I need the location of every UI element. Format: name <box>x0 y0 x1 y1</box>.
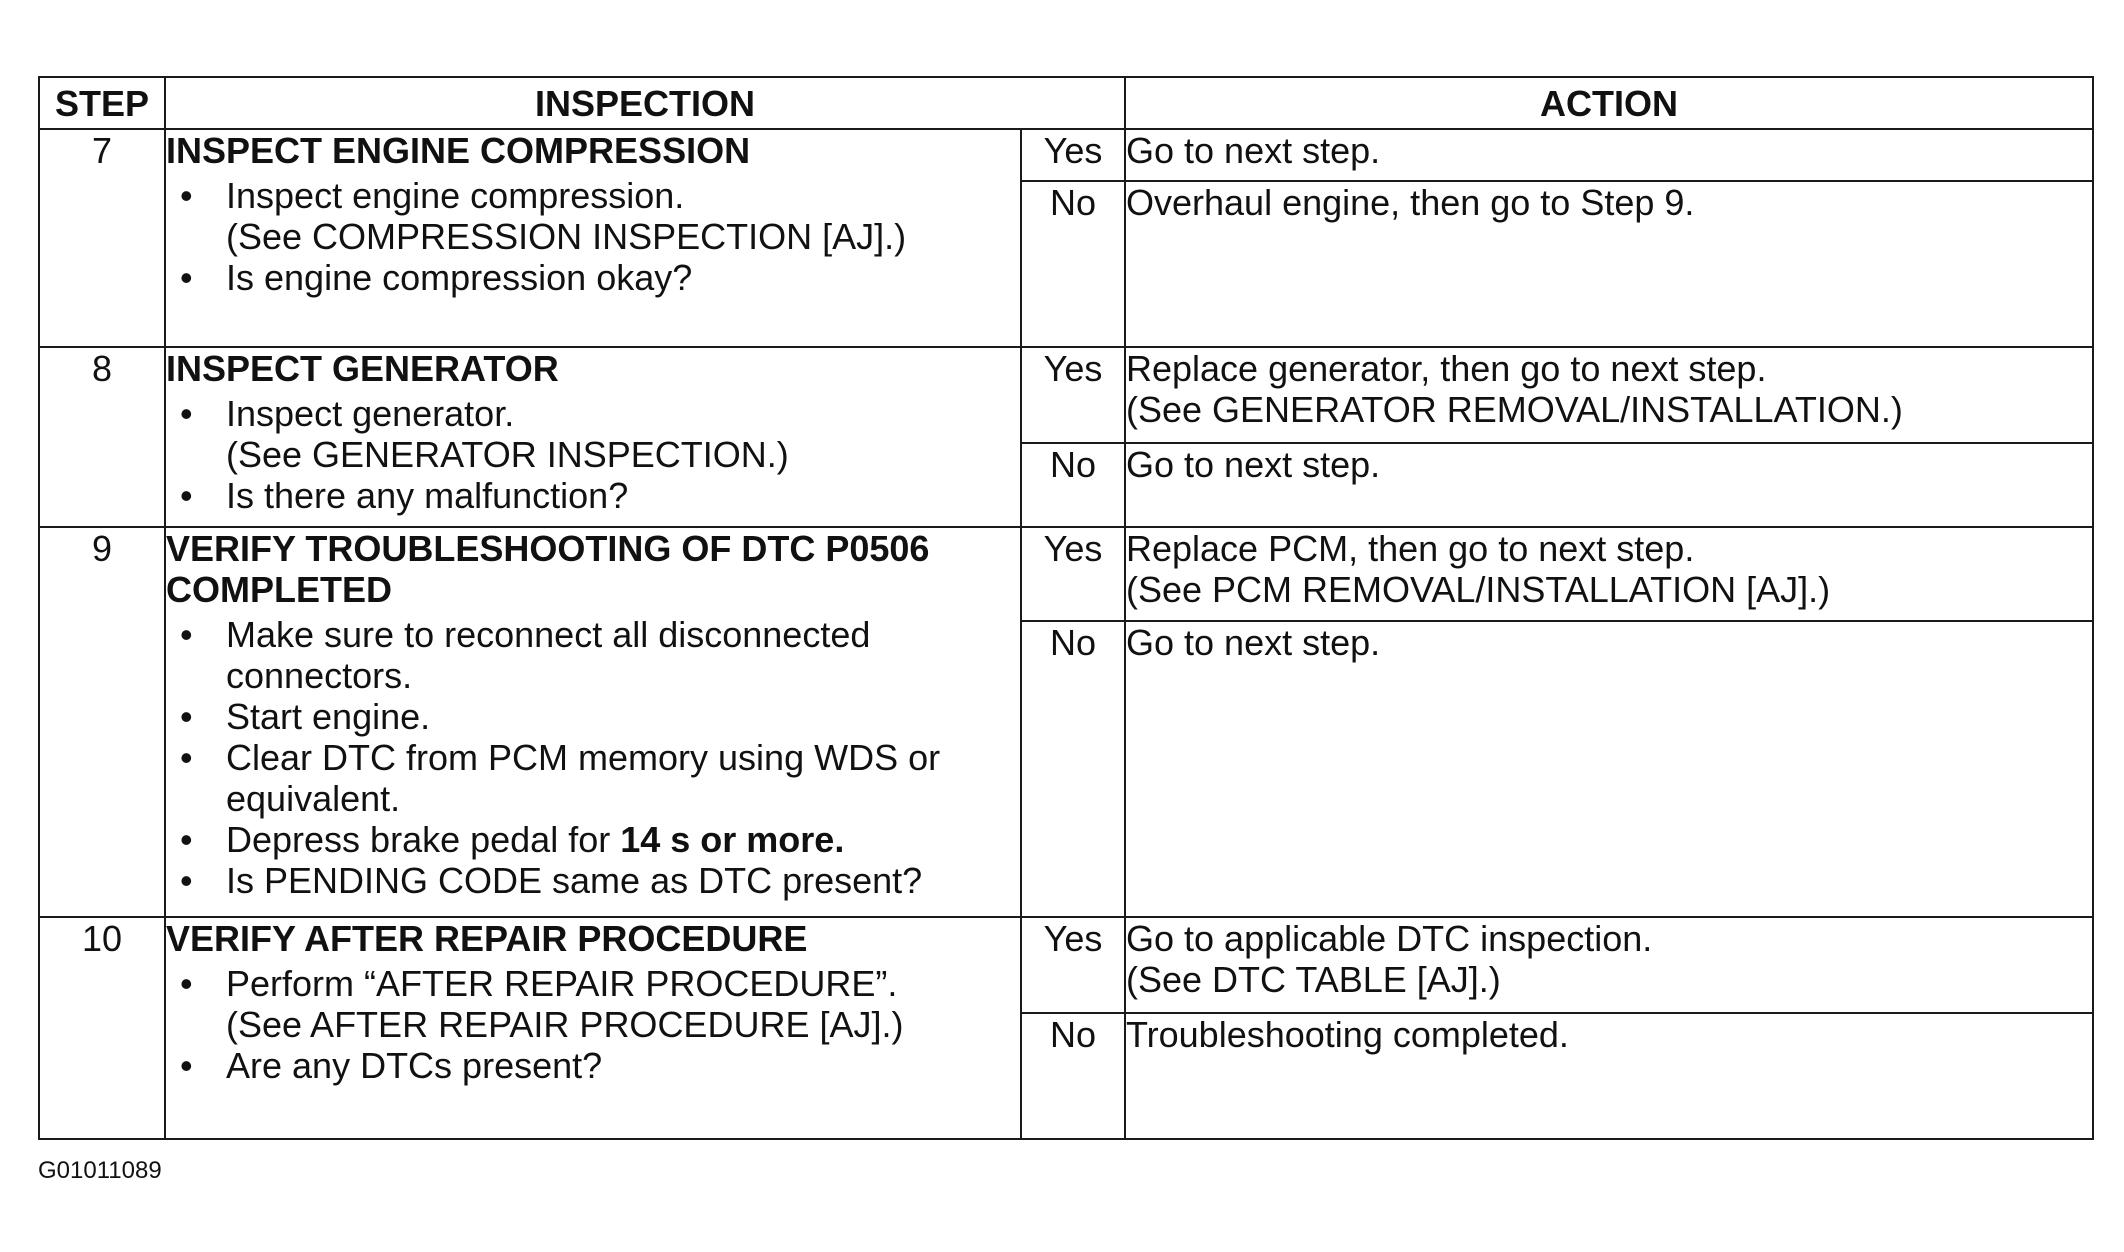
action-reference: (See GENERATOR REMOVAL/INSTALLATION.) <box>1126 389 1903 430</box>
yes-label: Yes <box>1021 129 1125 181</box>
list-item <box>166 737 1020 819</box>
inspection-header: INSPECTION <box>165 77 1125 129</box>
action-text: Replace PCM, then go to next step. <box>1126 528 1695 569</box>
no-action <box>1125 443 2093 527</box>
bullet-text <box>226 819 1020 860</box>
bullet-reference: (See GENERATOR INSPECTION.) <box>226 434 789 475</box>
no-label: No <box>1021 181 1125 347</box>
step-7-yes-row <box>39 129 2093 181</box>
bullet-text: Inspect engine compression. <box>226 175 685 216</box>
step-header: STEP <box>39 77 165 129</box>
bullet-icon: • <box>180 614 193 655</box>
bullet-icon: • <box>180 819 193 860</box>
bullet-icon: • <box>180 393 193 434</box>
bullet-icon: • <box>180 1045 193 1086</box>
step-8-yes-row <box>39 347 2093 443</box>
step-10-yes-row <box>39 917 2093 1013</box>
bullet-icon: • <box>180 175 193 216</box>
yes-label: Yes <box>1021 527 1125 621</box>
list-item <box>166 860 1020 901</box>
list-item <box>166 1045 1020 1086</box>
bullet-text: Perform “AFTER REPAIR PROCEDURE”. <box>226 963 898 1004</box>
bullet-icon: • <box>180 860 193 901</box>
step-number: 10 <box>39 917 165 1139</box>
bullet-text-continued: connectors. <box>226 655 413 696</box>
bullet-icon: • <box>180 737 193 778</box>
bullet-text: Clear DTC from PCM memory using WDS or <box>226 737 941 778</box>
yes-action <box>1125 129 2093 181</box>
no-label: No <box>1021 1013 1125 1139</box>
inspection-title-line: VERIFY TROUBLESHOOTING OF DTC P0506 <box>166 528 930 569</box>
inspection-title: INSPECT ENGINE COMPRESSION <box>166 130 751 171</box>
bullet-text-emphasis: 14 s or more. <box>620 819 845 860</box>
action-text: Overhaul engine, then go to Step 9. <box>1126 182 1695 223</box>
yes-label: Yes <box>1021 917 1125 1013</box>
inspection-cell <box>165 347 1021 527</box>
action-reference: (See DTC TABLE [AJ].) <box>1126 959 1501 1000</box>
bullet-text-continued: equivalent. <box>226 778 401 819</box>
action-text: Troubleshooting completed. <box>1126 1014 1569 1055</box>
yes-action <box>1125 917 2093 1013</box>
inspection-title: INSPECT GENERATOR <box>166 348 559 389</box>
bullet-text: Is engine compression okay? <box>226 257 693 298</box>
bullet-text: Inspect generator. <box>226 393 515 434</box>
bullet-text: Make sure to reconnect all disconnected <box>226 614 871 655</box>
no-label: No <box>1021 443 1125 527</box>
list-item <box>166 963 1020 1045</box>
bullet-text: Is PENDING CODE same as DTC present? <box>226 860 923 901</box>
inspection-bullets <box>166 963 1020 1086</box>
action-text: Replace generator, then go to next step. <box>1126 348 1767 389</box>
bullet-text-prefix: Depress brake pedal for <box>226 819 621 860</box>
bullet-icon: • <box>180 696 193 737</box>
inspection-cell <box>165 917 1021 1139</box>
inspection-bullets <box>166 393 1020 516</box>
list-item <box>166 475 1020 516</box>
yes-label: Yes <box>1021 347 1125 443</box>
bullet-icon: • <box>180 963 193 1004</box>
inspection-title: VERIFY AFTER REPAIR PROCEDURE <box>166 918 808 959</box>
inspection-title-line: COMPLETED <box>166 569 393 610</box>
no-label: No <box>1021 621 1125 917</box>
list-item <box>166 614 1020 696</box>
bullet-icon: • <box>180 257 193 298</box>
action-reference: (See PCM REMOVAL/INSTALLATION [AJ].) <box>1126 569 1831 610</box>
yes-action <box>1125 347 2093 443</box>
yes-action <box>1125 527 2093 621</box>
action-text: Go to applicable DTC inspection. <box>1126 918 1653 959</box>
bullet-text: Are any DTCs present? <box>226 1045 603 1086</box>
inspection-bullets <box>166 175 1020 298</box>
inspection-cell <box>165 129 1021 347</box>
inspection-title <box>166 528 1020 610</box>
bullet-reference: (See AFTER REPAIR PROCEDURE [AJ].) <box>226 1004 904 1045</box>
step-number: 9 <box>39 527 165 917</box>
list-item <box>166 257 1020 298</box>
inspection-bullets <box>166 614 1020 901</box>
bullet-text: Is there any malfunction? <box>226 475 629 516</box>
list-item <box>166 175 1020 257</box>
action-text: Go to next step. <box>1126 622 1381 663</box>
action-header: ACTION <box>1125 77 2093 129</box>
step-9-yes-row <box>39 527 2093 621</box>
bullet-text: Start engine. <box>226 696 431 737</box>
list-item <box>166 696 1020 737</box>
no-action <box>1125 1013 2093 1139</box>
list-item <box>166 393 1020 475</box>
inspection-cell <box>165 527 1021 917</box>
action-text: Go to next step. <box>1126 444 1381 485</box>
step-number: 8 <box>39 347 165 527</box>
no-action <box>1125 181 2093 347</box>
action-text: Go to next step. <box>1126 130 1381 171</box>
step-number: 7 <box>39 129 165 347</box>
no-action <box>1125 621 2093 917</box>
troubleshooting-table <box>38 76 2094 1140</box>
list-item <box>166 819 1020 860</box>
table-header-row <box>39 77 2093 129</box>
bullet-icon: • <box>180 475 193 516</box>
figure-code: G01011089 <box>38 1157 162 1184</box>
bullet-reference: (See COMPRESSION INSPECTION [AJ].) <box>226 216 907 257</box>
